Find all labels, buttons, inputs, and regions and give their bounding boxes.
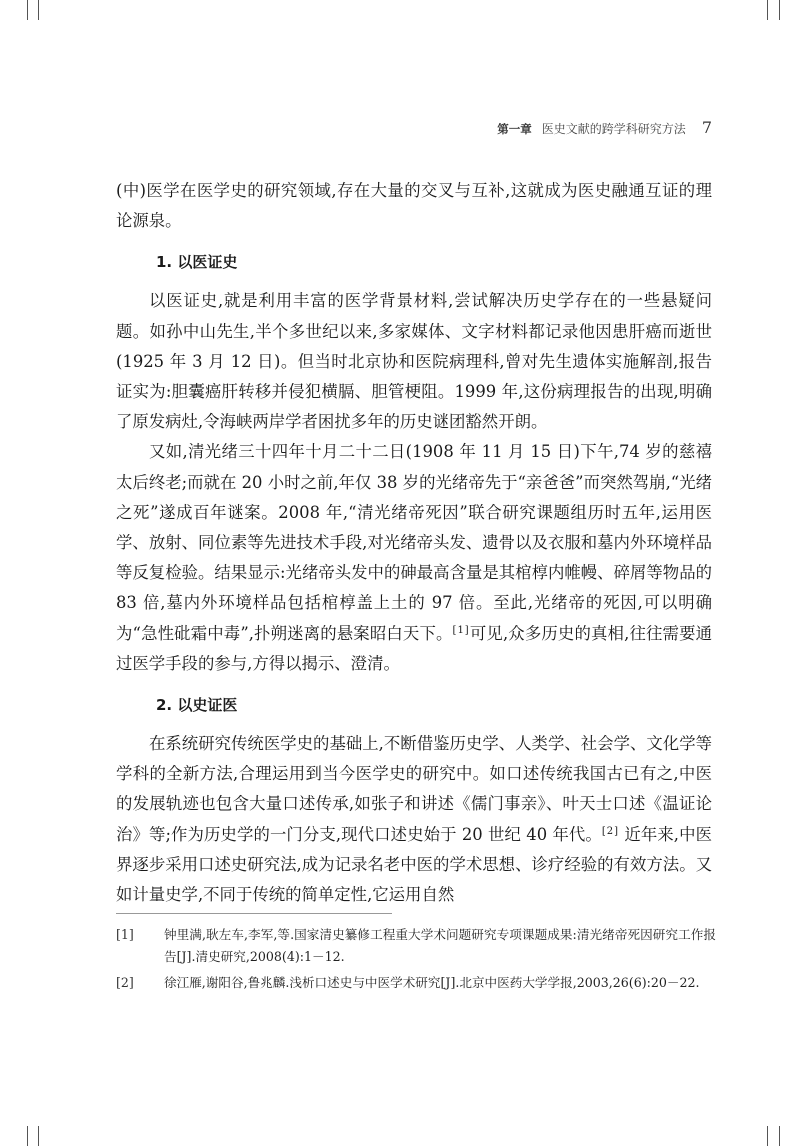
- crop-mark: [767, 0, 768, 20]
- paragraph-text: 又如,清光绪三十四年十月二十二日(1908 年 11 月 15 日)下午,74 岁的慈禧太后终老;而就在 20 小时之前,年仅 38 岁的光绪帝先于“亲爸爸”而突然驾崩,“光绪之死”遂成百年谜案。2008 年,“清光绪帝死因”联合研究课题组历时五年,运用医学、放射、同位素等先进技术手段,对光绪帝头发、遗骨以及衣服和墓内外环境样品等反复检验。结果显示:光绪帝头发中的砷最高含量是其棺椁内帷幔、碎屑等物品的 83 倍,墓内外环境样品包括棺椁盖上土的 97 倍。至此,光绪帝的死因,可以明确为“急性砒霜中毒”,扑朔迷离的悬案昭白天下。: [116, 442, 712, 643]
- paragraph: [116, 729, 712, 910]
- footnote-ref[interactable]: [1]: [452, 624, 470, 636]
- footnote-divider: [116, 913, 392, 914]
- footnote-mark: [2]: [116, 975, 134, 990]
- crop-mark: [27, 1126, 28, 1146]
- footnote: [116, 972, 716, 994]
- footnote-text: 钟里满,耿左车,李军,等.国家清史纂修工程重大学术问题研究专项课题成果:清光绪帝死因研究工作报告[J].清史研究,2008(4):1－12.: [164, 927, 716, 964]
- main-text: [116, 176, 712, 910]
- footnote-ref[interactable]: [2]: [601, 825, 620, 837]
- paragraph: 以医证史,就是利用丰富的医学背景材料,尝试解决历史学存在的一些悬疑问题。如孙中山先生,半个多世纪以来,多家媒体、文字材料都记录他因患肝癌而逝世(1925 年 3 月 12 日)。但当时北京协和医院病理科,曾对先生遗体实施解剖,报告证实为:胆囊癌肝转移并侵犯横膈、胆管梗阻。1999 年,这份病理报告的出现,明确了原发病灶,令海峡两岸学者困扰多年的历史谜团豁然开朗。: [116, 291, 712, 432]
- crop-mark: [779, 1126, 780, 1146]
- paragraph: [116, 437, 712, 679]
- section-heading: 1. 以医证史: [156, 253, 238, 272]
- crop-mark: [779, 0, 780, 20]
- crop-mark: [27, 0, 28, 20]
- crop-mark: [38, 1126, 39, 1146]
- footnote: [116, 924, 716, 968]
- paragraph-text: 可见,众多历史的真相,往往需要通过医学手段的参与,方得以揭示、澄清。: [116, 623, 713, 673]
- paragraph-text: 近年来,中医界逐步采用口述史研究法,成为记录名老中医的学术思想、诊疗经验的有效方法。又如计量史学,不同于传统的简单定性,它运用自然: [116, 824, 712, 905]
- paragraph-text: 在系统研究传统医学史的基础上,不断借鉴历史学、人类学、社会学、文化学等学科的全新方法,合理运用到当今医学史的研究中。如口述传统我国古已有之,中医的发展轨迹也包含大量口述传承,如张子和讲述《儒门事亲》、叶天士口述《温证论治》等;作为历史学的一门分支,现代口述史始于 20 世纪 40 年代。: [116, 734, 712, 844]
- crop-mark: [38, 0, 39, 20]
- chapter-title: 医史文献的跨学科研究方法: [541, 122, 686, 136]
- page-number: 7: [701, 118, 712, 137]
- footnote-text: 徐江雁,谢阳谷,鲁兆麟.浅析口述史与中医学术研究[J].北京中医药大学学报,2003,26(6):20－22.: [164, 975, 700, 990]
- section-heading: 2. 以史证医: [156, 696, 238, 715]
- running-header: [497, 118, 712, 137]
- footnotes: [116, 924, 716, 998]
- footnote-mark: [1]: [116, 927, 134, 942]
- chapter-label: 第一章: [497, 122, 532, 136]
- crop-mark: [767, 1126, 768, 1146]
- paragraph: (中)医学在医学史的研究领域,存在大量的交叉与互补,这就成为医史融通互证的理论源泉。: [116, 181, 712, 231]
